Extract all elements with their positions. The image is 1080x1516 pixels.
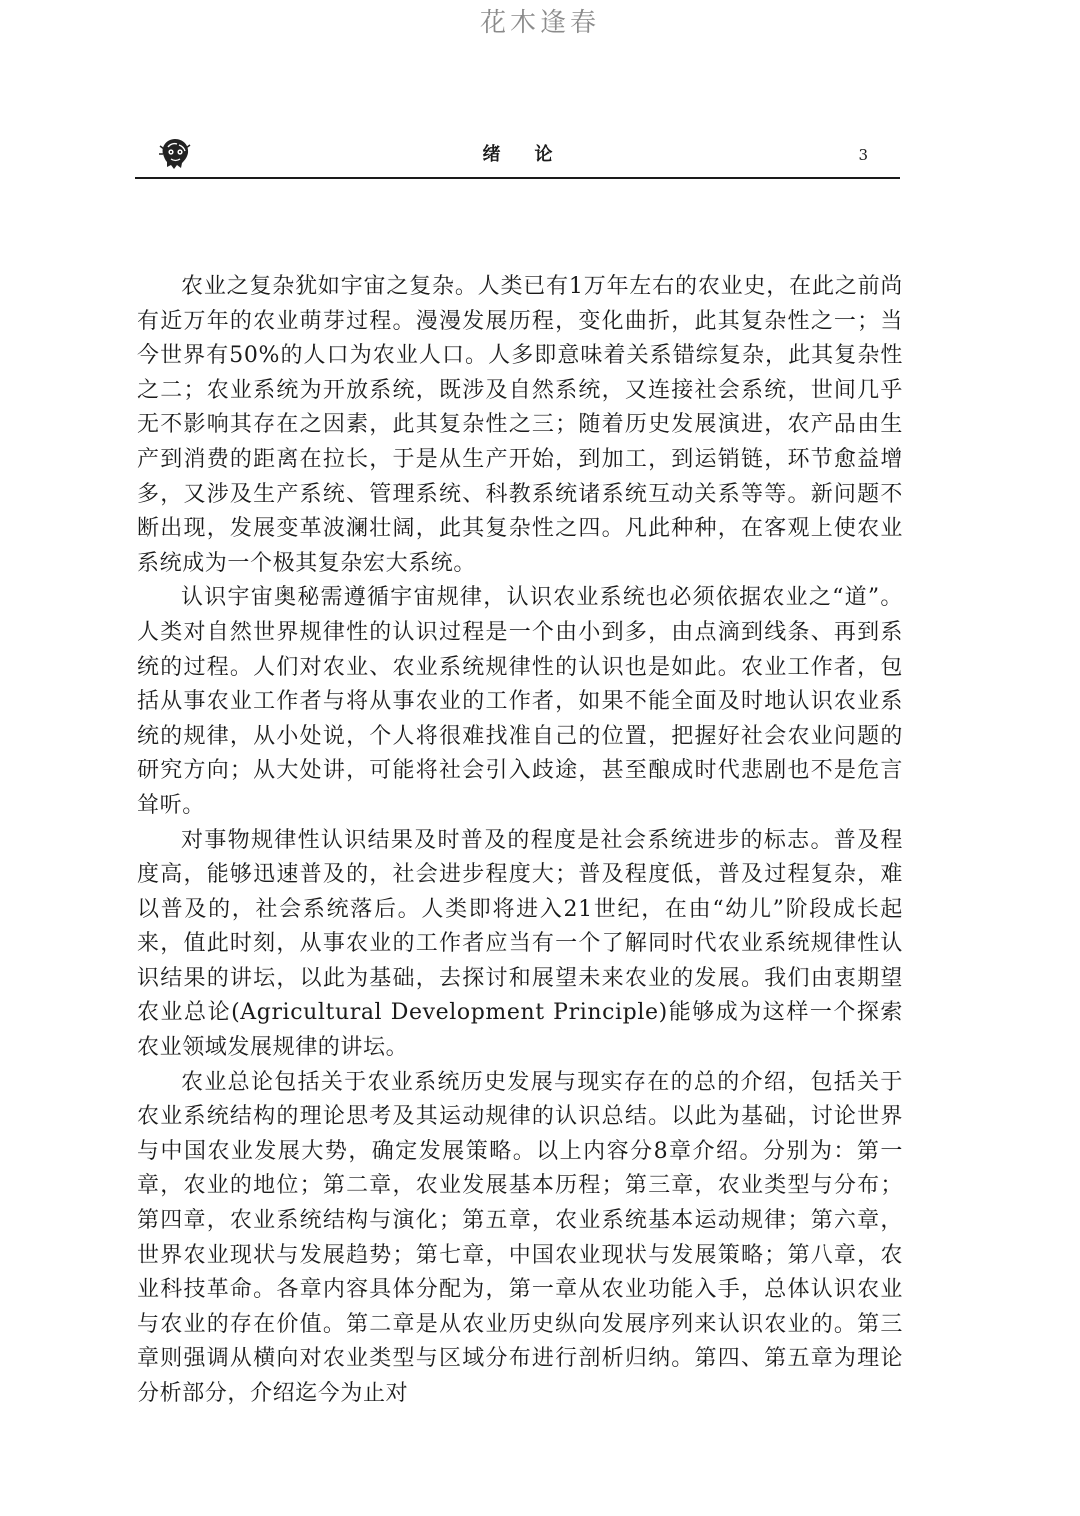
paragraph: 对事物规律性认识结果及时普及的程度是社会系统进步的标志。普及程度高，能够迅速普及的，社会进步程度大；普及程度低，普及过程复杂，难以普及的，社会系统落后。人类即将进入21世纪，在由“幼儿”阶段成长起来，值此时刻，从事农业的工作者应当有一个了解同时代农业系统规律性认识结果的讲坛，以此为基础，去探讨和展望未来农业的发展。我们由衷期望农业总论(Agricultural Development Principle)能够成为这样一个探索农业领域发展规律的讲坛。 bbox=[137, 827, 903, 1061]
paragraph: 农业总论包括关于农业系统历史发展与现实存在的总的介绍，包括关于农业系统结构的理论思考及其运动规律的认识总结。以此为基础，讨论世界与中国农业发展大势，确定发展策略。以上内容分8章介绍。分别为：第一章，农业的地位；第二章，农业发展基本历程；第三章，农业类型与分布；第四章，农业系统结构与演化；第五章，农业系统基本运动规律；第六章，世界农业现状与发展趋势；第七章，中国农业现状与发展策略；第八章，农业科技革命。各章内容具体分配为，第一章从农业功能入手，总体认识农业与农业的存在价值。第二章是从农业历史纵向发展序列来认识农业的。第三章则强调从横向对农业类型与区域分布进行剖析归纳。第四、第五章为理论分析部分，介绍迄今为止对 bbox=[137, 1069, 903, 1406]
watermark: 花木逢春 bbox=[479, 8, 600, 38]
paragraph: 农业之复杂犹如宇宙之复杂。人类已有1万年左右的农业史，在此之前尚有近万年的农业萌芽过程。漫漫发展历程，变化曲折，此其复杂性之一；当今世界有50%的人口为农业人口。人多即意味着关系错综复杂，此其复杂性之二；农业系统为开放系统，既涉及自然系统，又连接社会系统，世间几乎无不影响其存在之因素，此其复杂性之三；随着历史发展演进，农产品由生产到消费的距离在拉长，于是从生产开始，到加工，到运销链，环节愈益增多，又涉及生产系统、管理系统、科教系统诸系统互动关系等等。新问题不断出现，发展变革波澜壮阔，此其复杂性之四。凡此种种，在客观上使农业系统成为一个极其复杂宏大系统。 bbox=[137, 274, 903, 576]
chapter-title: 绪论 bbox=[482, 144, 587, 165]
running-header bbox=[135, 128, 900, 178]
paragraph: 认识宇宙奥秘需遵循宇宙规律，认识农业系统也必须依据农业之“道”。人类对自然世界规律性的认识过程是一个由小到多，由点滴到线条、再到系统的过程。人们对农业、农业系统规律性的认识也是如此。农业工作者，包括从事农业工作者与将从事农业的工作者，如果不能全面及时地认识农业系统的规律，从小处说，个人将很难找准自己的位置，把握好社会农业问题的研究方向；从大处讲，可能将社会引入歧途，甚至酿成时代悲剧也不是危言耸听。 bbox=[137, 585, 903, 818]
header-divider bbox=[135, 177, 900, 179]
body-text bbox=[137, 270, 903, 1412]
page-number: 3 bbox=[858, 146, 868, 164]
